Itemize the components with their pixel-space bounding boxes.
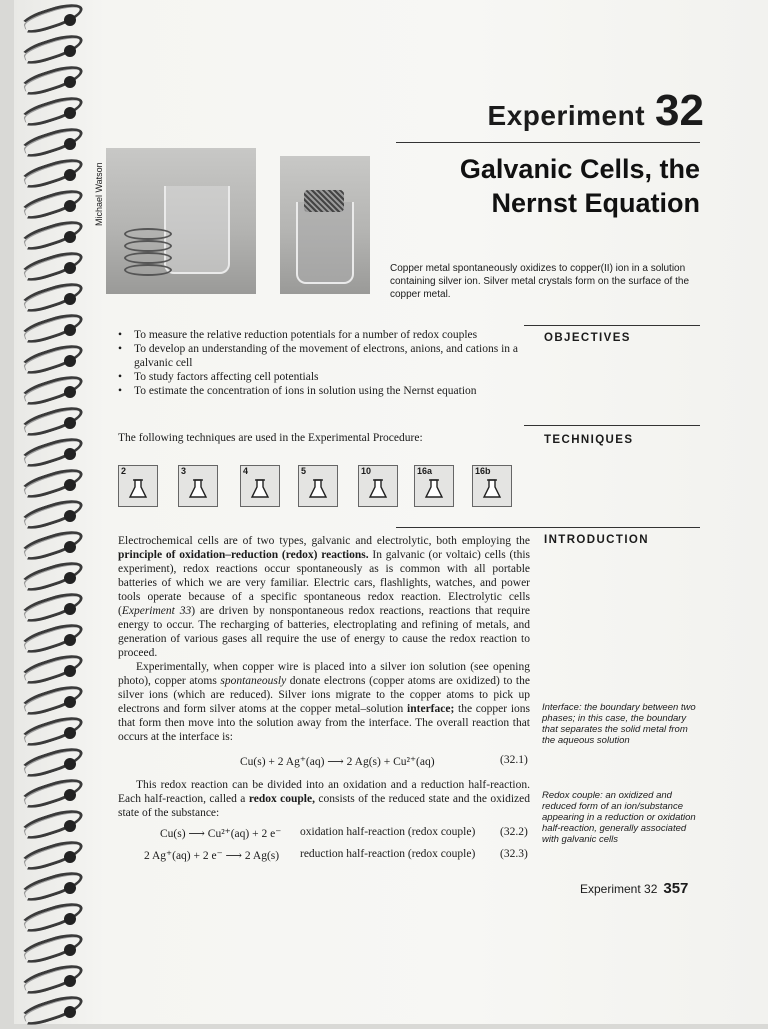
technique-number: 3 (181, 466, 187, 476)
binding-hole (64, 634, 76, 646)
binding-hole (64, 789, 76, 801)
technique-icon (240, 465, 280, 507)
intro-p2-c: donate electrons (copper atoms are oxidized) to the silver ions (which are reduced). Silver ions migrate to the copper atoms to pick up electrons and form silver atoms at the copper metal–solution (118, 675, 530, 715)
opening-photo-right (280, 156, 370, 294)
technique-number: 2 (121, 466, 127, 476)
experiment-word: Experiment (487, 100, 646, 131)
intro-p2-term: interface; (407, 703, 455, 715)
binding-hole (64, 448, 76, 460)
equation-32-2-description: oxidation half-reaction (redox couple) (300, 826, 476, 838)
binding-hole (64, 758, 76, 770)
intro-p1-a: Electrochemical cells are of two types, galvanic and electrolytic, both employing the (118, 535, 530, 547)
binding-hole (64, 417, 76, 429)
intro-text-block-2 (118, 778, 530, 820)
margin-note-interface: Interface: the boundary between two phases; in this case, the boundary that separates the solid metal from the aqueous solution (542, 702, 696, 746)
spiral-binding (14, 0, 94, 1024)
intro-p2-a: Experimentally, when copper wire is placed into a silver ion solution (see opening photo), copper atoms (118, 661, 530, 687)
technique-number: 10 (361, 466, 372, 476)
binding-hole (64, 944, 76, 956)
lab-equipment-icon (367, 478, 389, 500)
technique-number: 4 (243, 466, 249, 476)
objective-item: • To study factors affecting cell potentials (118, 370, 538, 384)
intro-paragraph-2 (118, 660, 530, 744)
binding-hole (64, 510, 76, 522)
photo-caption: Copper metal spontaneously oxidizes to copper(II) ion in a solution containing silver ion. Silver metal crystals form on the surface of the copper metal. (390, 263, 690, 300)
introduction-rule (396, 527, 700, 528)
copper-coil (124, 228, 172, 240)
page-footer (580, 880, 688, 897)
binding-hole (64, 975, 76, 987)
beaker-right (296, 202, 354, 284)
binding-hole (64, 355, 76, 367)
binding-hole (64, 820, 76, 832)
binding-hole (64, 541, 76, 553)
equation-32-2-number: (32.2) (500, 826, 528, 838)
binding-hole (64, 262, 76, 274)
technique-icon (414, 465, 454, 507)
equation-32-1: Cu(s) + 2 Ag⁺(aq) ⟶ 2 Ag(s) + Cu²⁺(aq) (240, 756, 435, 768)
techniques-label: TECHNIQUES (544, 434, 634, 446)
intro-p3-a: This redox reaction can be divided into an oxidation and a reduction half-reaction. Each half-reaction, called a (118, 779, 530, 805)
page-number: 357 (663, 880, 689, 897)
copper-coil-4 (124, 264, 172, 276)
binding-hole (64, 479, 76, 491)
technique-number: 5 (301, 466, 307, 476)
technique-icon (472, 465, 512, 507)
title-line-1: Galvanic Cells, the (459, 154, 700, 184)
intro-text-block-1 (118, 534, 530, 744)
objectives-label: OBJECTIVES (544, 332, 631, 344)
equation-32-1-number: (32.1) (500, 754, 528, 766)
intro-p3-c: consists of the reduced state and the oxidized state of the substance: (118, 793, 531, 819)
binding-hole (64, 851, 76, 863)
silver-crystals (304, 190, 344, 212)
binding-hole (64, 603, 76, 615)
binding-hole (64, 45, 76, 57)
binding-hole (64, 293, 76, 305)
page-title (400, 152, 700, 220)
technique-icon (118, 465, 158, 507)
opening-photo-left (106, 148, 256, 294)
copper-coil-2 (124, 240, 172, 252)
binding-hole (64, 386, 76, 398)
title-rule (396, 142, 700, 143)
objective-item: • To estimate the concentration of ions in solution using the Nernst equation (118, 384, 538, 398)
page (14, 0, 768, 1024)
lab-equipment-icon (127, 478, 149, 500)
binding-hole (64, 324, 76, 336)
binding-hole (64, 14, 76, 26)
intro-p1-e: ) are driven by nonspontaneous redox reactions, reactions that require energy to occur. The recharging of batteries, electroplating and refining of metals, and generation of various gases all require the use of energy to cause the redox reaction to proceed. (118, 605, 530, 659)
intro-p1-ref: Experiment 33 (121, 605, 192, 617)
objective-item: • To measure the relative reduction potentials for a number of redox couples (118, 328, 538, 342)
binding-hole (64, 882, 76, 894)
introduction-label: INTRODUCTION (544, 534, 649, 546)
equation-32-3-number: (32.3) (500, 848, 528, 860)
footer-label: Experiment 32 (580, 882, 658, 896)
lab-equipment-icon (249, 478, 271, 500)
binding-hole (64, 913, 76, 925)
intro-p2-e: the copper ions that form then move into the solution away from the interface. The overall reaction that occurs at the interface is: (118, 703, 530, 743)
technique-icon (358, 465, 398, 507)
equation-32-3: 2 Ag⁺(aq) + 2 e⁻ ⟶ 2 Ag(s) (144, 850, 280, 862)
lab-equipment-icon (187, 478, 209, 500)
photo-credit: Michael Watson (94, 162, 104, 226)
copper-coil-3 (124, 252, 172, 264)
equation-32-3-description: reduction half-reaction (redox couple) (300, 848, 476, 860)
technique-icons (118, 465, 518, 511)
technique-number: 16a (417, 466, 433, 476)
lab-equipment-icon (481, 478, 503, 500)
intro-p1-term: principle of oxidation–reduction (redox) reactions. (118, 549, 369, 561)
binding-hole (64, 1006, 76, 1018)
experiment-heading (454, 86, 704, 136)
experiment-number: 32 (655, 86, 704, 135)
intro-p2-emph: spontaneously (220, 675, 287, 687)
techniques-rule (524, 425, 700, 426)
lab-equipment-icon (307, 478, 329, 500)
binding-hole (64, 200, 76, 212)
intro-paragraph-1 (118, 534, 530, 660)
binding-hole (64, 231, 76, 243)
equation-32-2: Cu(s) ⟶ Cu²⁺(aq) + 2 e⁻ (160, 828, 282, 840)
objective-item: • To develop an understanding of the movement of electrons, anions, and cations in a galvanic cell (118, 342, 538, 370)
technique-icon (298, 465, 338, 507)
objectives-list (118, 328, 538, 398)
intro-paragraph-3 (118, 778, 530, 820)
technique-number: 16b (475, 466, 491, 476)
intro-p3-term: redox couple, (248, 793, 315, 805)
binding-hole (64, 696, 76, 708)
binding-hole (64, 107, 76, 119)
binding-hole (64, 169, 76, 181)
intro-p1-c: In galvanic (or voltaic) cells (this experiment), redox reactions occur spontaneously as is common with all portable batteries of which we are very familiar. Electric cars, flashlights, watches, and power tools operate because of a specific spontaneous redox reaction. Electrolytic cells ( (118, 549, 530, 617)
beaker-left (164, 186, 230, 274)
binding-hole (64, 665, 76, 677)
lab-equipment-icon (423, 478, 445, 500)
binding-hole (64, 138, 76, 150)
margin-note-redox-couple: Redox couple: an oxidized and reduced form of an ion/substance appearing in a reduction or oxidation half-reaction, generally associated with galvanic cells (542, 790, 696, 845)
techniques-intro: The following techniques are used in the Experimental Procedure: (118, 432, 423, 444)
binding-hole (64, 76, 76, 88)
binding-hole (64, 572, 76, 584)
binding-hole (64, 727, 76, 739)
objectives-rule (524, 325, 700, 326)
technique-icon (178, 465, 218, 507)
title-line-2: Nernst Equation (491, 188, 700, 218)
